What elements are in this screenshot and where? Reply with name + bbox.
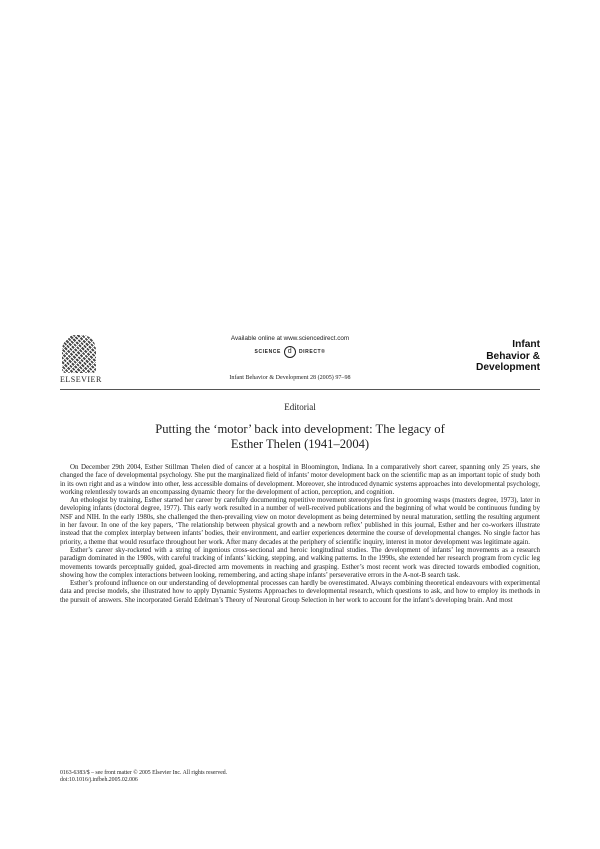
article-body <box>60 463 540 604</box>
journal-logo <box>456 339 540 374</box>
publisher-name: ELSEVIER <box>60 375 102 384</box>
header-divider <box>60 389 540 390</box>
article-title <box>60 422 540 452</box>
sciencedirect-mark: d <box>284 346 296 358</box>
section-label: Editorial <box>284 402 316 412</box>
journal-logo-line: Infant <box>512 339 540 350</box>
sciencedirect-logo-icon <box>235 346 345 358</box>
body-paragraph: Esther’s career sky-rocketed with a string of ingenious cross-sectional and heroic longitudinal studies. The development of infants’ leg movements as a research paradigm dominated in the 1980s, with careful tracking of infants’ kicking, stepping, and walking patterns. In the 1990s, she extended her research program from cyclic leg movements towards perceptually guided, goal-directed arm movements in reaching and grasping. Esther’s most recent work was directed towards embodied cognition, showing how the complex interactions between looking, remembering, and acting shape infants’ perseverative errors in the A-not-B search task. <box>60 545 540 579</box>
doi-link[interactable]: doi:10.1016/j.infbeh.2005.02.006 <box>60 777 138 783</box>
masthead <box>60 335 540 385</box>
sciencedirect-right-text: DIRECT® <box>298 349 326 355</box>
page-footer <box>60 770 540 784</box>
journal-logo-line: Behavior & <box>486 350 540 362</box>
journal-logo-line: Development <box>476 362 540 373</box>
article-title-line: Putting the ‘motor’ back into development: The legacy of <box>155 422 445 436</box>
elsevier-tree-icon <box>62 335 96 373</box>
body-paragraph: Esther’s profound influence on our understanding of developmental processes can hardly be overestimated. Always combining theoretical endeavours with experimental data and precise models, she illustrated how to apply Dynamic Systems Approaches to developmental research, which questions to ask, and how to employ its methods in the pursuit of answers. She incorporated Gerald Edelman’s Theory of Neuronal Group Selection in her work to account for the infant’s developing brain. And most <box>60 579 540 604</box>
front-matter-notice: 0163-6383/$ – see front matter © 2005 Elsevier Inc. All rights reserved. <box>60 770 228 776</box>
available-online-link[interactable]: Available online at www.sciencedirect.com <box>230 335 350 342</box>
body-paragraph: On December 29th 2004, Esther Stillman Thelen died of cancer at a hospital in Bloomington, Indiana. In a comparatively short career, spanning only 25 years, she changed the face of developmental psychology. She put the marginalized field of infants’ motor development back on the scientific map as an important topic of study both in its own right and as a window into other, less accessible domains of development. Moreover, she introduced dynamic systems approaches into developmental psychology, working relentlessly towards an encompassing dynamic theory for the development of action, perception, and cognition. <box>60 463 540 496</box>
publisher-logo <box>60 335 104 383</box>
sciencedirect-left-text: SCIENCE <box>254 349 281 355</box>
journal-citation: Infant Behavior & Development 28 (2005) 97–98 <box>229 375 351 381</box>
article-title-line: Esther Thelen (1941–2004) <box>230 437 370 451</box>
body-paragraph: An ethologist by training, Esther started her career by carefully documenting repetitive movement stereotypies first in grooming wasps (masters degree, 1973), later in developing infants (doctoral degree, 1977). This early work resulted in a number of well-received publications and the beginning of what would be continuous funding by NSF and NIH. In the early 1980s, she challenged the then-prevailing view on motor development as being determined by neural maturation, settling the resulting argument in her favour. In one of the key papers, ‘The relationship between physical growth and a newborn reflex’ published in this journal, Esther and her co-workers illustrate instead that the complex interplay between infants’ bodies, their environment, and earlier experiences determine the course of developmental changes. No single factor has priority, a theme that would resurface throughout her work. After many decades at the periphery of scientific inquiry, interest in motor development was legitimate again. <box>60 496 540 546</box>
